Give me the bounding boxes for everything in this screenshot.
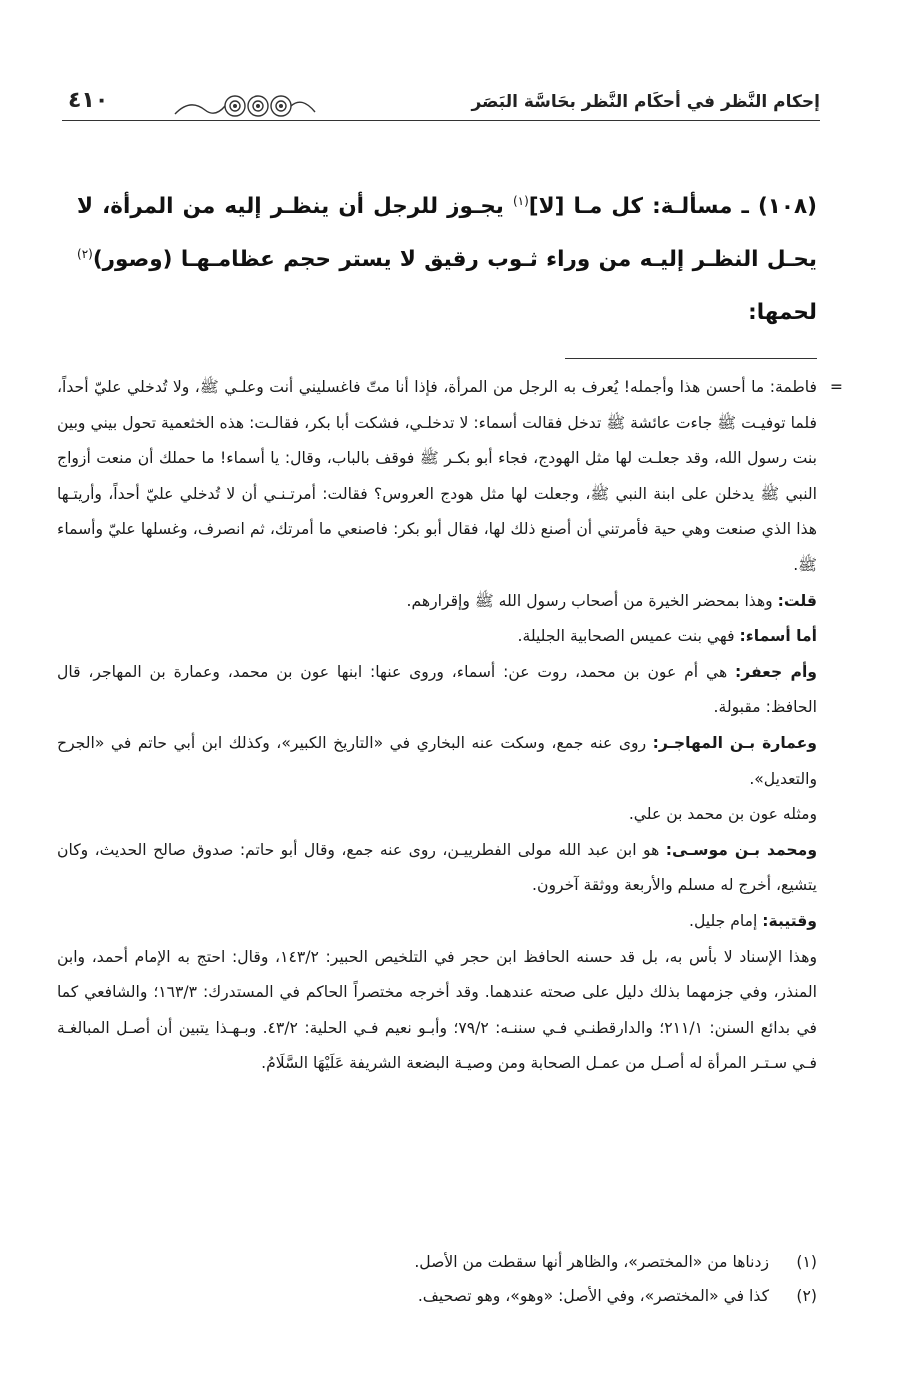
- paragraph-umm-jafar: وأم جعفر: هي أم عون بن محمد، روت عن: أسماء، وروى عنها: ابنها عون بن محمد، وعمارة بن المهاجر، قال الحافظ: مقبولة.: [57, 662, 817, 717]
- page-header: [60, 88, 820, 128]
- paragraph-note: قلت: وهذا بمحضر الخيرة من أصحاب رسول الله ﷺ وإقرارهم.: [406, 591, 817, 610]
- paragraph-qutayba: وقتيبة: إمام جليل.: [689, 911, 817, 930]
- footnote-separator: [565, 358, 817, 359]
- label-asma: أما أسماء:: [739, 627, 817, 646]
- footnote-number: (٢): [796, 1287, 817, 1305]
- header-divider: [62, 120, 820, 121]
- issue-text-2: يجـوز للرجل أن ينظـر إليه من المرأة، لا يحـل النظـر إليـه من وراء ثـوب رقيق لا يستر حجم عظامـهـا (وصور): [77, 194, 817, 272]
- footnote-2: [77, 1279, 817, 1313]
- footnote-1: [77, 1245, 817, 1279]
- paragraph-isnad: وهذا الإسناد لا بأس به، بل قد حسنه الحافظ ابن حجر في التلخيص الحبير: ١٤٣/٢، وقال: احتج به الإمام أحمد، وابن المنذر، وفي جزمهما بذلك دليل على صحته عندهما. وقد أخرجه مختصراً الحاكم في المستدرك: ١٦٣/٣؛ والشافعي كما في بدائع السنن: ٢١١/١؛ والدارقطنـي فـي سننـه: ٧٩/٢؛ وأبـو نعيم فـي الحلية: ٤٣/٢. وبـهـذا يتبين أن أصـل المبالغـة فـي سـتـر المرأة له أصـل من عمـل الصحابة ومن وصيـة البضعة الشريفة عَلَيْهَا السَّلَامُ.: [57, 947, 818, 1073]
- footnote-text: كذا في «المختصر»، وفي الأصل: «وهو»، وهو تصحيف.: [417, 1287, 769, 1305]
- label-umm-jafar: وأم جعفر:: [735, 662, 817, 681]
- issue-text-3: لحمها:: [748, 300, 817, 325]
- footnote-number: (١): [796, 1253, 817, 1271]
- continuation-mark: =: [829, 378, 843, 396]
- header-ornament-icon: [170, 88, 320, 122]
- paragraph-muhammad: ومحمد بـن موسـى: هو ابن عبد الله مولى الفطرييـن، روى عنه جمع، وقال أبو حاتم: صدوق صالح الحديث، وكان يتشيع، أخرج له مسلم والأربعة ووثقة آخرون.: [57, 840, 818, 895]
- footnotes: [77, 1245, 817, 1313]
- running-title: إحكام النَّظر في أحكَام النَّظر بحَاسَّة البَصَر: [471, 92, 820, 112]
- label-qultu: قلت:: [777, 591, 817, 610]
- issue-text-1: (١٠٨) ـ مسألـة: كل مـا [لا]: [528, 194, 817, 219]
- footnote-ref-2[interactable]: (٢): [77, 246, 93, 261]
- commentary-body: [57, 370, 843, 1082]
- label-qutayba: وقتيبة:: [762, 911, 817, 930]
- paragraph-narration: = فاطمة: ما أحسن هذا وأجمله! يُعرف به الرجل من المرأة، فإذا أنا متّ فاغسليني أنت وعلـي ﷺ، ولا تُدخلي عليّ أحداً، فلما توفيـت ﷺ جاءت عائشة ﷺ تدخل فقالت أسماء: لا تدخلـي، فشكت أبا بكر، فقالـت: هذه الخثعمية تحول بيني وبين بنت رسول الله، وقد جعلـت لها مثل الهودج، فجاء أبو بكـر ﷺ فوقف بالباب، وقال: يا أسماء! ما حملك أن منعت أزواج النبي ﷺ يدخلن على ابنة النبي ﷺ، وجعلت لها مثل هودج العروس؟ فقالت: أمرتـنـي أن لا تُدخلي عليّ أحداً، وأريتـها هذا الذي صنعت وهي حية فأمرتني أن أصنع ذلك لها، فقال أبو بكر: فاصنعي ما أمرتك، ثم انصرف، وغسلها عليّ وأسماء ﷺ.: [57, 370, 817, 584]
- paragraph-umara: وعمارة بـن المهاجـر: روى عنه جمع، وسكت عنه البخاري في «التاريخ الكبير»، وكذلك ابن أبي حاتم في «الجرح والتعديل».: [57, 733, 817, 788]
- footnote-ref-1[interactable]: (١): [512, 193, 529, 208]
- page-number: ٤١٠: [68, 88, 109, 113]
- footnote-text: زدناها من «المختصر»، والظاهر أنها سقطت من الأصل.: [414, 1253, 769, 1271]
- label-umara: وعمارة بـن المهاجـر:: [652, 733, 817, 752]
- issue-statement: [77, 180, 817, 339]
- paragraph-awn: ومثله عون بن محمد بن علي.: [628, 805, 817, 824]
- paragraph-asma: أما أسماء: فهي بنت عميس الصحابية الجليلة.: [517, 627, 817, 646]
- label-muhammad: ومحمد بـن موسـى:: [665, 840, 818, 859]
